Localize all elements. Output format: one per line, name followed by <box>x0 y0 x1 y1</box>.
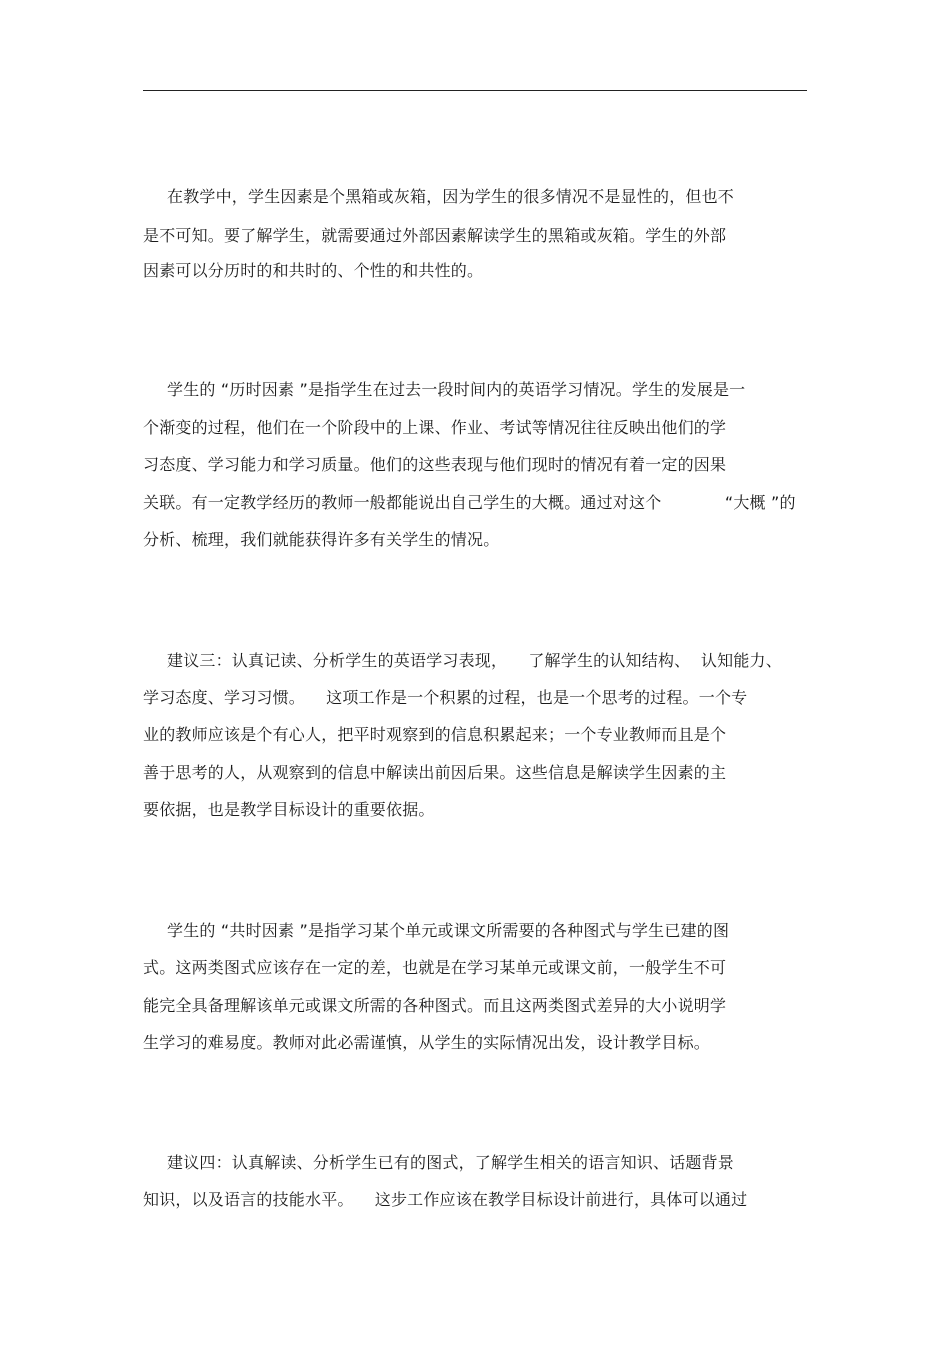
paragraph-line: 是不可知。要了解学生，就需要通过外部因素解读学生的黑箱或灰箱。学生的外部 <box>143 226 727 245</box>
paragraph-line: 因素可以分历时的和共时的、个性的和共性的。 <box>143 261 484 280</box>
paragraph-line: 建议四：认真解读、分析学生已有的图式，了解学生相关的语言知识、话题背景 <box>167 1153 735 1172</box>
paragraph-line: 建议三：认真记读、分析学生的英语学习表现， 了解学生的认知结构、 认知能力、 <box>167 651 782 670</box>
paragraph-line: 式。这两类图式应该存在一定的差，也就是在学习某单元或课文前，一般学生不可 <box>143 958 727 977</box>
paragraph-line: 学生的 “共时因素 ”是指学习某个单元或课文所需要的各种图式与学生已建的图 <box>167 921 730 940</box>
paragraph-line: 知识，以及语言的技能水平。 这步工作应该在教学目标设计前进行，具体可以通过 <box>143 1190 748 1209</box>
header-rule <box>143 90 807 91</box>
paragraph-line: 生学习的难易度。教师对此必需谨慎，从学生的实际情况出发，设计教学目标。 <box>143 1033 711 1052</box>
paragraph-line: 要依据，也是教学目标设计的重要依据。 <box>143 800 435 819</box>
paragraph-line: 能完全具备理解该单元或课文所需的各种图式。而且这两类图式差异的大小说明学 <box>143 996 727 1015</box>
paragraph-line: 分析、梳理，我们就能获得许多有关学生的情况。 <box>143 530 500 549</box>
paragraph-line: 善于思考的人，从观察到的信息中解读出前因后果。这些信息是解读学生因素的主 <box>143 763 727 782</box>
paragraph-line: 在教学中，学生因素是个黑箱或灰箱，因为学生的很多情况不是显性的，但也不 <box>167 187 735 206</box>
paragraph-line: 学生的 “历时因素 ”是指学生在过去一段时间内的英语学习情况。学生的发展是一 <box>167 380 746 399</box>
paragraph-line: 关联。有一定教学经历的教师一般都能说出自己学生的大概。通过对这个 “大概 ”的 <box>143 493 796 512</box>
paragraph-line: 学习态度、学习习惯。 这项工作是一个积累的过程，也是一个思考的过程。一个专 <box>143 688 748 707</box>
paragraph-line: 业的教师应该是个有心人，把平时观察到的信息积累起来；一个专业教师而且是个 <box>143 725 727 744</box>
paragraph-line: 习态度、学习能力和学习质量。他们的这些表现与他们现时的情况有着一定的因果 <box>143 455 727 474</box>
paragraph-line: 个渐变的过程，他们在一个阶段中的上课、作业、考试等情况往往反映出他们的学 <box>143 418 727 437</box>
